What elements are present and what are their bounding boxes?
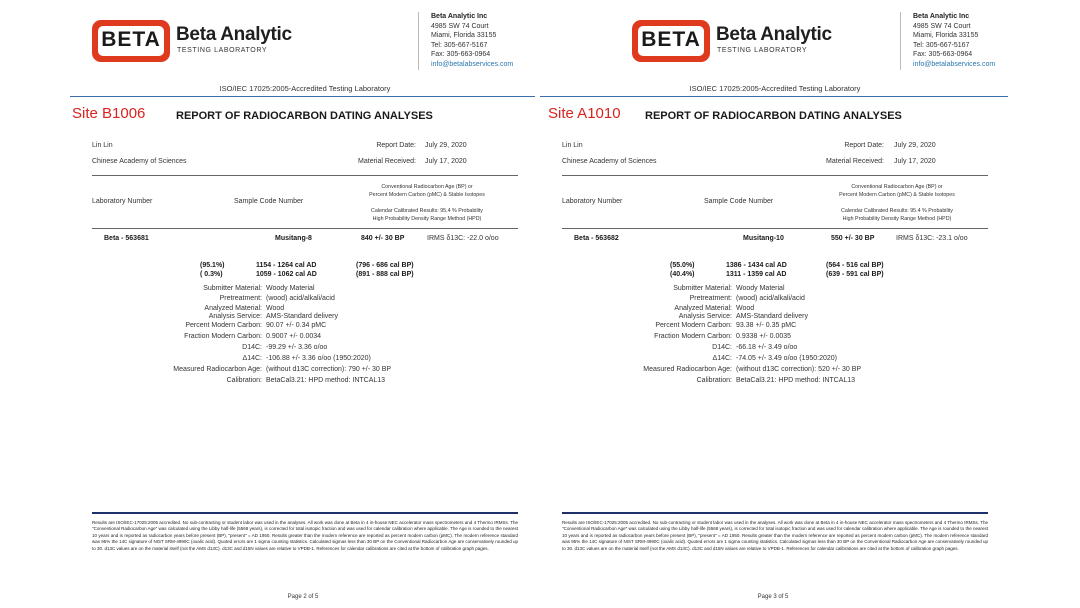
- lab-number: Beta - 563682: [574, 235, 619, 242]
- email-link[interactable]: info@betalabservices.com: [431, 60, 514, 68]
- col-calendar-1: Calendar Calibrated Results: 95.4 % Probability: [841, 208, 953, 214]
- pretreatment-label: Pretreatment:: [689, 295, 732, 302]
- analysis-service-label: Analysis Service:: [208, 313, 262, 320]
- address-line-2: Miami, Florida 33155: [431, 32, 497, 40]
- delta14c-label: Δ14C:: [242, 355, 262, 362]
- cal-range-ad-2: 1311 - 1359 cal AD: [726, 271, 787, 278]
- fraction-modern-carbon: 0.9338 +/- 0.0035: [736, 333, 792, 340]
- col-calendar-2: High Probability Density Range Method (HPD): [842, 216, 952, 222]
- page-number: Page 2 of 5: [287, 594, 319, 600]
- pretreatment: (wood) acid/alkali/acid: [266, 295, 335, 302]
- address-line-1: 4985 SW 74 Court: [913, 22, 971, 30]
- report-title: REPORT OF RADIOCARBON DATING ANALYSES: [176, 110, 433, 122]
- table-top-rule: [92, 175, 518, 176]
- beta-analytic-logo: [92, 20, 292, 62]
- d14c-value: -99.29 +/- 3.36 o/oo: [266, 344, 328, 351]
- col-laboratory-number: Laboratory Number: [562, 198, 623, 205]
- d14c-label: D14C:: [242, 344, 262, 351]
- report-page-right: [540, 0, 1080, 608]
- pretreatment-label: Pretreatment:: [219, 295, 262, 302]
- footer-note: Results are ISO/IEC-17025:2005 accredited. No sub-contracting or student labor was used in the analyses. All work was done at Beta in 4 in-house NEC accelerator mass spectrometers and 4 Thermo IRMSs. The "Conventional Radiocarbon Age" was calculated using the Libby half-life (5568 years), is corrected for total isotopic fraction and was used for calendar calibration where applicable. The Age is rounded to the nearest 10 years and is reported as radiocarbon years before present (BP), "present" = AD 1950. Results greater than the modern reference are reported as percent modern carbon (pMC). The modern reference standard was 95% the 14C signature of NIST SRM-4990C (oxalic acid). Quoted errors are 1 sigma counting statistics. Calculated sigmas less than 30 BP on the Conventional Radiocarbon Age are conservatively rounded up to 30. d13C values are on the material itself (not the AMS d13C). d13C and d15N values are relative to VPDB-1. References for calendar calibrations are cited at the bottom of calibration graph pages.: [92, 520, 518, 551]
- report-date: July 29, 2020: [425, 142, 467, 149]
- col-conventional-age-1: Conventional Radiocarbon Age (BP) or: [381, 184, 473, 190]
- cal-range-ad-1: 1386 - 1434 cal AD: [726, 262, 787, 269]
- logo-subtitle: TESTING LABORATORY: [177, 47, 268, 54]
- lab-number: Beta - 563681: [104, 235, 149, 242]
- company-name: Beta Analytic Inc: [431, 13, 488, 20]
- delta14c-value: -106.88 +/- 3.36 o/oo (1950:2020): [266, 355, 371, 362]
- header-divider: [70, 96, 535, 97]
- pretreatment: (wood) acid/alkali/acid: [736, 295, 805, 302]
- submitter-material: Woody Material: [266, 285, 315, 292]
- analysis-service: AMS-Standard delivery: [736, 313, 808, 320]
- client-organization: Chinese Academy of Sciences: [562, 158, 657, 165]
- fax: Fax: 305-663-0964: [431, 51, 491, 59]
- cal-prob-1: (55.0%): [670, 262, 695, 269]
- delta14c-value: -74.05 +/- 3.49 o/oo (1950:2020): [736, 355, 837, 362]
- client-organization: Chinese Academy of Sciences: [92, 158, 187, 165]
- table-top-rule: [562, 175, 988, 176]
- percent-modern-carbon-label: Percent Modern Carbon:: [655, 322, 732, 329]
- d14c-label: D14C:: [712, 344, 732, 351]
- fraction-modern-carbon-label: Fraction Modern Carbon:: [654, 333, 732, 340]
- cal-prob-2: (40.4%): [670, 271, 695, 278]
- table-header-rule: [92, 228, 518, 229]
- cal-range-ad-2: 1059 - 1062 cal AD: [256, 271, 317, 278]
- submitter-material-label: Submitter Material:: [203, 285, 262, 292]
- report-date-label: Report Date:: [376, 142, 416, 149]
- email-link[interactable]: info@betalabservices.com: [913, 60, 996, 68]
- logo-name: Beta Analytic: [176, 24, 292, 45]
- measured-age-label: Measured Radiocarbon Age:: [173, 366, 262, 373]
- cal-prob-1: (95.1%): [200, 262, 225, 269]
- conventional-age: 550 +/- 30 BP: [831, 235, 875, 242]
- table-header-rule: [562, 228, 988, 229]
- beta-analytic-logo: [632, 20, 832, 62]
- page-number: Page 3 of 5: [757, 594, 789, 600]
- analyzed-material-label: Analyzed Material:: [674, 305, 732, 312]
- client-name: Lin Lin: [562, 142, 583, 149]
- calibration: BetaCal3.21: HPD method: INTCAL13: [266, 377, 386, 384]
- analysis-service-label: Analysis Service:: [678, 313, 732, 320]
- analyzed-material: Wood: [736, 305, 755, 312]
- iso-accreditation: ISO/IEC 17025:2005-Accredited Testing Laboratory: [689, 84, 861, 93]
- company-address: [418, 12, 538, 70]
- analyzed-material-label: Analyzed Material:: [204, 305, 262, 312]
- percent-modern-carbon: 93.38 +/- 0.35 pMC: [736, 322, 797, 329]
- sample-code: Musitang-8: [275, 235, 312, 242]
- fraction-modern-carbon-label: Fraction Modern Carbon:: [184, 333, 262, 340]
- irms-d13c: IRMS δ13C: -22.0 o/oo: [427, 235, 499, 242]
- logo-subtitle: TESTING LABORATORY: [717, 47, 808, 54]
- address-line-1: 4985 SW 74 Court: [431, 22, 489, 30]
- material-received-date: July 17, 2020: [425, 158, 467, 165]
- percent-modern-carbon: 90.07 +/- 0.34 pMC: [266, 322, 327, 329]
- telephone: Tel: 305-667-5167: [913, 41, 970, 49]
- percent-modern-carbon-label: Percent Modern Carbon:: [185, 322, 262, 329]
- analyzed-material: Wood: [266, 305, 285, 312]
- report-date: July 29, 2020: [894, 142, 936, 149]
- col-sample-code: Sample Code Number: [234, 198, 304, 205]
- telephone: Tel: 305-667-5167: [431, 41, 488, 49]
- measured-age: (without d13C correction): 520 +/- 30 BP: [736, 366, 862, 373]
- sample-code: Musitang-10: [743, 235, 784, 242]
- cal-range-bp-1: (564 - 516 cal BP): [826, 262, 884, 269]
- report-title: REPORT OF RADIOCARBON DATING ANALYSES: [645, 110, 902, 122]
- col-laboratory-number: Laboratory Number: [92, 198, 153, 205]
- report-date-label: Report Date:: [844, 142, 884, 149]
- conventional-age: 840 +/- 30 BP: [361, 235, 405, 242]
- cal-range-bp-2: (639 - 591 cal BP): [826, 271, 884, 278]
- iso-accreditation: ISO/IEC 17025:2005-Accredited Testing Laboratory: [219, 84, 391, 93]
- fraction-modern-carbon: 0.9007 +/- 0.0034: [266, 333, 322, 340]
- submitter-material: Woody Material: [736, 285, 785, 292]
- material-received-date: July 17, 2020: [894, 158, 936, 165]
- col-conventional-age-2: Percent Modern Carbon (pMC) & Stable Isotopes: [369, 192, 485, 198]
- cal-prob-2: ( 0.3%): [200, 271, 223, 278]
- col-calendar-2: High Probability Density Range Method (HPD): [372, 216, 482, 222]
- col-conventional-age-2: Percent Modern Carbon (pMC) & Stable Isotopes: [839, 192, 955, 198]
- analysis-service: AMS-Standard delivery: [266, 313, 338, 320]
- calibration-label: Calibration:: [226, 377, 262, 384]
- material-received-label: Material Received:: [826, 158, 884, 165]
- beta-badge-icon: BETA: [92, 20, 170, 62]
- header-divider: [540, 96, 1008, 97]
- submitter-material-label: Submitter Material:: [673, 285, 732, 292]
- company-address: [900, 12, 1020, 70]
- footer-note: Results are ISO/IEC-17025:2005 accredited. No sub-contracting or student labor was used in the analyses. All work was done at Beta in 4 in-house NEC accelerator mass spectrometers and 4 Thermo IRMSs. The "Conventional Radiocarbon Age" was calculated using the Libby half-life (5568 years), is corrected for total isotopic fraction and was used for calendar calibration where applicable. The Age is rounded to the nearest 10 years and is reported as radiocarbon years before present (BP), "present" = AD 1950. Results greater than the modern reference are reported as percent modern carbon (pMC). The modern reference standard was 95% the 14C signature of NIST SRM-4990C (oxalic acid). Quoted errors are 1 sigma counting statistics. Calculated sigmas less than 30 BP on the Conventional Radiocarbon Age are conservatively rounded up to 30. d13C values are on the material itself (not the AMS d13C). d13C and d15N values are relative to VPDB-1. References for calendar calibrations are cited at the bottom of calibration graph pages.: [562, 520, 988, 551]
- measured-age: (without d13C correction): 790 +/- 30 BP: [266, 366, 392, 373]
- cal-range-bp-1: (796 - 686 cal BP): [356, 262, 414, 269]
- site-label: Site B1006: [72, 105, 146, 122]
- footer-divider: [562, 512, 988, 514]
- beta-badge-icon: BETA: [632, 20, 710, 62]
- address-line-2: Miami, Florida 33155: [913, 32, 979, 40]
- col-conventional-age-1: Conventional Radiocarbon Age (BP) or: [851, 184, 943, 190]
- calibration: BetaCal3.21: HPD method: INTCAL13: [736, 377, 856, 384]
- col-sample-code: Sample Code Number: [704, 198, 774, 205]
- delta14c-label: Δ14C:: [712, 355, 732, 362]
- site-label: Site A1010: [548, 105, 621, 122]
- measured-age-label: Measured Radiocarbon Age:: [643, 366, 732, 373]
- logo-name: Beta Analytic: [716, 24, 832, 45]
- client-name: Lin Lin: [92, 142, 113, 149]
- col-calendar-1: Calendar Calibrated Results: 95.4 % Probability: [371, 208, 483, 214]
- cal-range-ad-1: 1154 - 1264 cal AD: [256, 262, 317, 269]
- footer-divider: [92, 512, 518, 514]
- irms-d13c: IRMS δ13C: -23.1 o/oo: [896, 235, 968, 242]
- d14c-value: -66.18 +/- 3.49 o/oo: [736, 344, 798, 351]
- cal-range-bp-2: (891 - 888 cal BP): [356, 271, 414, 278]
- material-received-label: Material Received:: [358, 158, 416, 165]
- company-name: Beta Analytic Inc: [913, 13, 970, 20]
- fax: Fax: 305-663-0964: [913, 51, 973, 59]
- calibration-label: Calibration:: [696, 377, 732, 384]
